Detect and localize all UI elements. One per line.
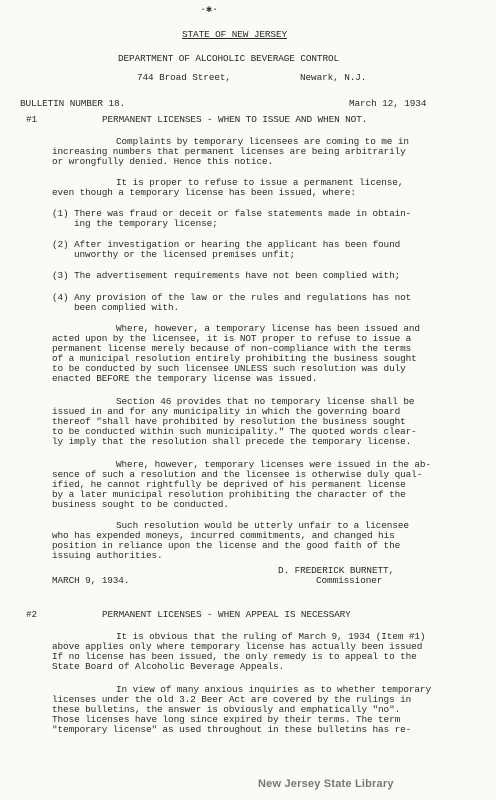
condition-1-line: (1) There was fraud or deceit or false statements made in obtain- xyxy=(52,208,412,219)
item-1-text-line: Complaints by temporary licensees are coming to me in xyxy=(116,136,409,147)
condition-3-line: (3) The advertisement requirements have not been complied with; xyxy=(52,270,401,281)
item-1-text-line: business sought to be conducted. xyxy=(52,499,229,510)
punch-mark: ·✱· xyxy=(200,5,219,16)
item-1-text-line: ly imply that the resolution shall precede the temporary license. xyxy=(52,436,412,447)
state-heading: STATE OF NEW JERSEY xyxy=(182,29,287,40)
item-1-text-line: to be conducted within such municipality." The quoted words clear- xyxy=(52,426,417,437)
signer-name: D. FREDERICK BURNETT, xyxy=(278,565,395,576)
item-1-text-line: Section 46 provides that no temporary license shall be xyxy=(116,396,415,407)
bulletin-number: BULLETIN NUMBER 18. xyxy=(20,98,125,109)
item-1-title: PERMANENT LICENSES - WHEN TO ISSUE AND WHEN NOT. xyxy=(102,114,368,125)
item-2-text-line: Those licenses have long since expired by their terms. The term xyxy=(52,714,401,725)
bulletin-date: March 12, 1934 xyxy=(349,98,427,109)
signer-title: Commissioner xyxy=(316,575,383,586)
city-address: Newark, N.J. xyxy=(300,72,367,83)
library-stamp: New Jersey State Library xyxy=(258,778,394,790)
street-address: 744 Broad Street, xyxy=(137,72,231,83)
item-1-text-line: issuing authorities. xyxy=(52,550,163,561)
item-2-text-line: State Board of Alcoholic Beverage Appeals. xyxy=(52,661,285,672)
item-1-text-line: Where, however, a temporary license has been issued and xyxy=(116,323,420,334)
item-1-text-line: of a municipal resolution entirely prohibiting the business sought xyxy=(52,353,417,364)
item-1-text-line: to be conducted by such licensee UNLESS such resolution was duly xyxy=(52,363,406,374)
item-1-text-line: It is proper to refuse to issue a permanent license, xyxy=(116,177,404,188)
department-heading: DEPARTMENT OF ALCOHOLIC BEVERAGE CONTROL xyxy=(118,53,340,64)
item-1-text-line: by a later municipal resolution prohibiting the character of the xyxy=(52,489,406,500)
item-1-text-line: acted upon by the licensee, it is NOT proper to refuse to issue a xyxy=(52,333,412,344)
item-2-text-line: "temporary license" as used throughout in these bulletins has re- xyxy=(52,724,412,735)
item-2-title: PERMANENT LICENSES - WHEN APPEAL IS NECESSARY xyxy=(102,609,351,620)
signature-date: MARCH 9, 1934. xyxy=(52,575,130,586)
item-1-text-line: increasing numbers that permanent licenses are being arbitrarily xyxy=(52,146,406,157)
item-2-text-line: It is obvious that the ruling of March 9, 1934 (Item #1) xyxy=(116,631,426,642)
condition-2-line: (2) After investigation or hearing the applicant has been found xyxy=(52,239,401,250)
item-1-text-line: enacted BEFORE the temporary license was issued. xyxy=(52,373,318,384)
item-1-text-line: Such resolution would be utterly unfair to a licensee xyxy=(116,520,409,531)
item-1-text-line: ified, he cannot rightfully be deprived of his permanent license xyxy=(52,479,406,490)
item-1-text-line: Where, however, temporary licenses were issued in the ab- xyxy=(116,459,431,470)
item-1-text-line: even though a temporary license has been issued, where: xyxy=(52,187,356,198)
condition-4-line: been complied with. xyxy=(74,302,179,313)
item-1-text-line: who has expended moneys, incurred commitments, and changed his xyxy=(52,530,395,541)
item-2-text-line: licenses under the old 3.2 Beer Act are covered by the rulings in xyxy=(52,694,412,705)
item-2-number: #2 xyxy=(26,609,38,620)
item-2-text-line: these bulletins, the answer is obviously and emphatically "no". xyxy=(52,704,401,715)
item-1-number: #1 xyxy=(26,114,38,125)
item-1-text-line: permanent license merely because of non-compliance with the terms xyxy=(52,343,412,354)
condition-2-line: unworthy or the licensed premises unfit; xyxy=(74,249,296,260)
item-1-text-line: thereof "shall have prohibited by resolution the business sought xyxy=(52,416,406,427)
condition-4-line: (4) Any provision of the law or the rules and regulations has not xyxy=(52,292,412,303)
item-1-text-line: issued in and for any municipality in which the governing board xyxy=(52,406,401,417)
item-2-text-line: If no license has been issued, the only remedy is to appeal to the xyxy=(52,651,417,662)
item-1-text-line: sence of such a resolution and the licensee is otherwise duly qual- xyxy=(52,469,423,480)
item-2-text-line: In view of many anxious inquiries as to whether temporary xyxy=(116,684,431,695)
item-1-text-line: position in reliance upon the license and the good faith of the xyxy=(52,540,401,551)
item-1-text-line: or wrongfully denied. Hence this notice. xyxy=(52,156,274,167)
condition-1-line: ing the temporary license; xyxy=(74,218,218,229)
item-2-text-line: above applies only where temporary license has actually been issued xyxy=(52,641,423,652)
